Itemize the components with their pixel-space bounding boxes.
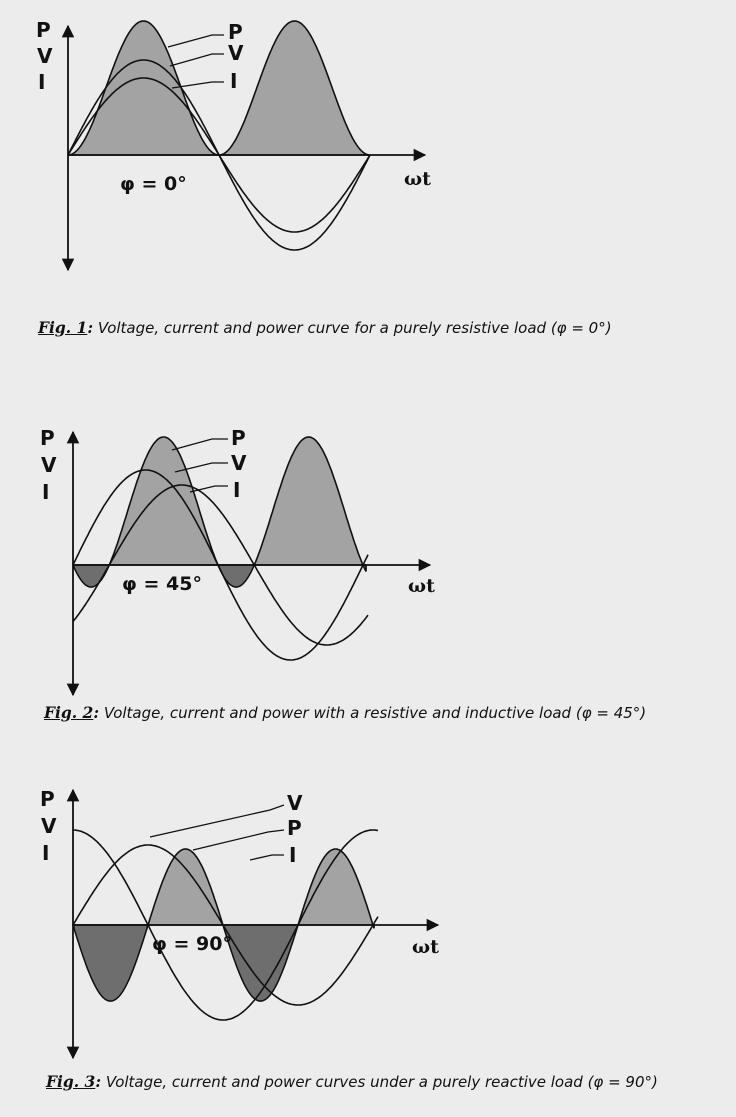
fig3-phase-label: φ = 90° bbox=[152, 933, 232, 955]
fig2-axis-label-v: V bbox=[41, 453, 57, 477]
fig3-negative-power-lobe-2 bbox=[224, 925, 298, 1001]
fig2-caption-text: Voltage, current and power with a resistive and inductive load (φ = 45°) bbox=[99, 704, 647, 722]
fig3-caption-colon: : bbox=[95, 1072, 102, 1091]
fig3-leader-p bbox=[193, 830, 284, 850]
fig3-axis-label-i: I bbox=[42, 841, 50, 865]
fig3-leader-i bbox=[250, 855, 284, 860]
fig1-caption bbox=[38, 318, 736, 337]
fig3-curve-label-v: V bbox=[287, 791, 303, 815]
fig2-caption bbox=[44, 703, 736, 722]
fig2-caption-colon: : bbox=[93, 703, 100, 722]
figure-1 bbox=[36, 18, 431, 270]
fig1-curve-label-i: I bbox=[230, 69, 238, 93]
fig1-caption-colon: : bbox=[87, 318, 94, 337]
fig2-axis-label-p: P bbox=[40, 426, 55, 450]
fig3-negative-power-lobe-1 bbox=[74, 925, 147, 1001]
fig2-curve-label-v: V bbox=[231, 451, 247, 475]
figure-2 bbox=[40, 426, 435, 695]
fig1-caption-text: Voltage, current and power curve for a purely resistive load (φ = 0°) bbox=[93, 319, 612, 337]
fig1-leader-v bbox=[170, 54, 224, 66]
fig1-x-label: ωt bbox=[404, 168, 431, 190]
fig3-caption-text: Voltage, current and power curves under a purely reactive load (φ = 90°) bbox=[101, 1073, 658, 1091]
fig1-axis-label-p: P bbox=[36, 18, 51, 42]
fig3-curve-label-p: P bbox=[287, 816, 302, 840]
fig2-curve-label-p: P bbox=[231, 426, 246, 450]
fig2-caption-label: Fig. 2 bbox=[44, 703, 94, 722]
fig3-caption bbox=[46, 1072, 736, 1091]
fig1-phase-label: φ = 0° bbox=[120, 173, 187, 195]
fig2-negative-power-lobe-3 bbox=[363, 565, 366, 571]
fig3-leader-v bbox=[150, 805, 284, 837]
fig1-power-fill bbox=[68, 21, 370, 155]
fig3-x-label: ωt bbox=[412, 936, 439, 958]
fig2-phase-label: φ = 45° bbox=[122, 573, 202, 595]
fig3-caption-label: Fig. 3 bbox=[46, 1072, 96, 1091]
fig3-axis-label-v: V bbox=[41, 814, 57, 838]
fig2-axis-label-i: I bbox=[42, 480, 50, 504]
fig1-axis-label-v: V bbox=[37, 44, 53, 68]
fig1-leader-p bbox=[168, 35, 224, 47]
fig2-curve-label-i: I bbox=[233, 478, 241, 502]
fig1-caption-label: Fig. 1 bbox=[38, 318, 88, 337]
fig1-axis-label-i: I bbox=[38, 70, 46, 94]
fig1-curve-label-v: V bbox=[228, 41, 244, 65]
fig1-curve-label-p: P bbox=[228, 20, 243, 44]
fig2-leader-p bbox=[172, 439, 228, 450]
fig3-axis-label-p: P bbox=[40, 787, 55, 811]
fig3-curve-label-i: I bbox=[289, 843, 297, 867]
figure-3 bbox=[40, 787, 439, 1058]
fig2-x-label: ωt bbox=[408, 575, 435, 597]
